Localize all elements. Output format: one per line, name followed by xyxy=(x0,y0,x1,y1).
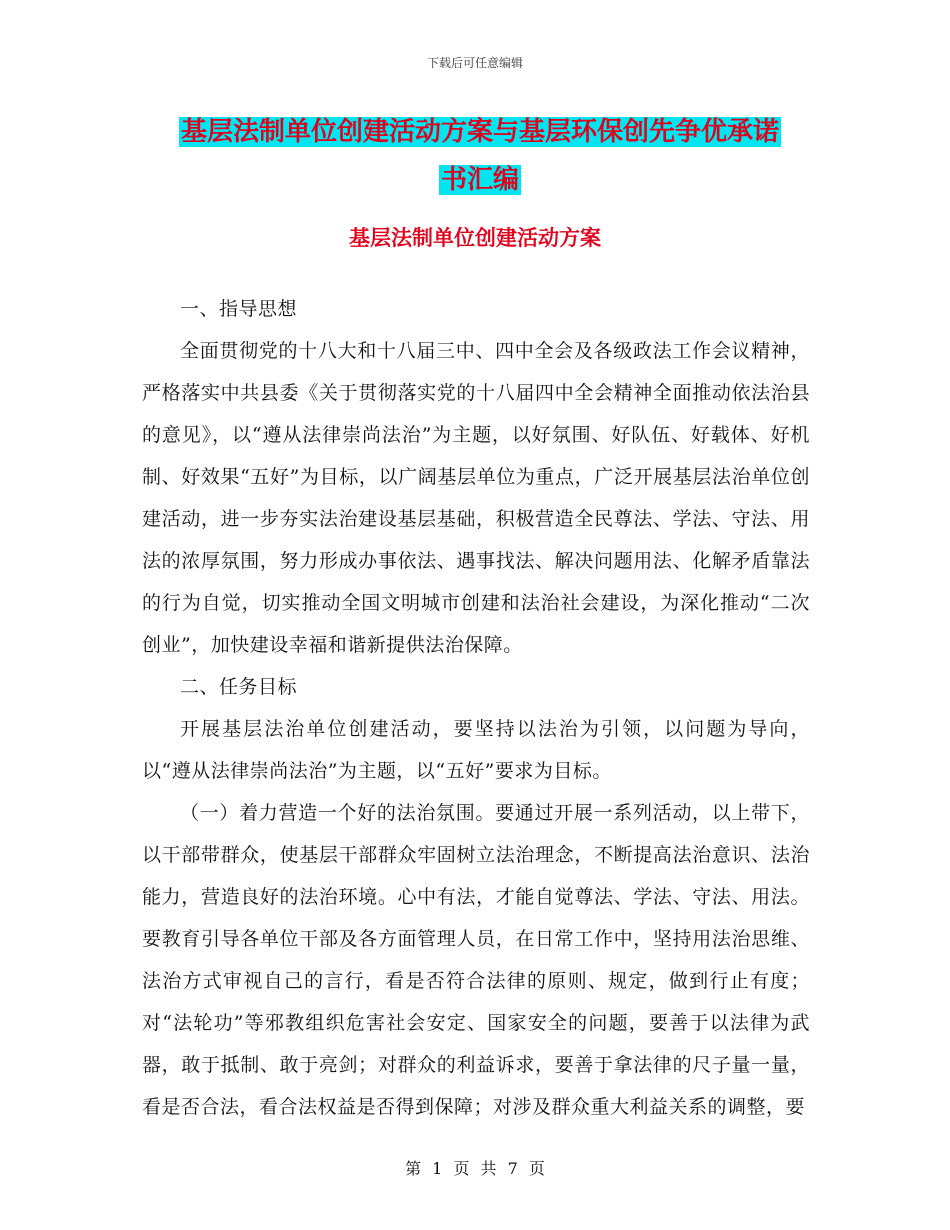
paragraph: 开展基层法治单位创建活动，要坚持以法治为引领，以问题为导向，以“遵从法律崇尚法治”为主题，以“五好”要求为目标。 xyxy=(142,718,810,782)
document-title-line1: 基层法制单位创建活动方案与基层环保创先争优承诺 xyxy=(180,117,779,147)
paragraph: （一）着力营造一个好的法治氛围。要通过开展一系列活动，以上带下，以干部带群众，使基层干部群众牢固树立法治理念，不断提高法治意识、法治能力，营造良好的法治环境。心中有法，才能自觉尊法、学法、守法、用法。要教育引导各单位干部及各方面管理人员，在日常工作中，坚持用法治思维、法治方式审视自己的言行，看是否符合法律的原则、规定，做到行止有度；对“法轮功”等邪教组织危害社会安定、国家安全的问题，要善于以法律为武器，敢于抵制、敢于亮剑；对群众的利益诉求，要善于拿法律的尺子量一量，看是否合法，看合法权益是否得到保障；对涉及群众重大利益关系的调整，要 xyxy=(142,802,810,1118)
document-body xyxy=(142,288,810,1128)
section-title: 基层法制单位创建活动方案 xyxy=(349,226,601,250)
document-title-line2: 书汇编 xyxy=(440,165,519,195)
page-number: 第 1 页 共 7 页 xyxy=(405,1159,545,1178)
heading-task-goals: 二、任务目标 xyxy=(180,676,298,698)
header-note: 下载后可任意编辑 xyxy=(426,56,523,70)
heading-guiding-thought: 一、指导思想 xyxy=(180,298,298,320)
document-title xyxy=(140,108,820,204)
paragraph: 全面贯彻党的十八大和十八届三中、四中全会及各级政法工作会议精神，严格落实中共县委《关于贯彻落实党的十八届四中全会精神全面推动依法治县的意见》，以“遵从法律崇尚法治”为主题，以好氛围、好队伍、好载体、好机制、好效果“五好”为目标，以广阔基层单位为重点，广泛开展基层法治单位创建活动，进一步夯实法治建设基层基础，积极营造全民尊法、学法、守法、用法的浓厚氛围，努力形成办事依法、遇事找法、解决问题用法、化解矛盾靠法的行为自觉，切实推动全国文明城市创建和法治社会建设，为深化推动“二次创业”，加快建设幸福和谐新提供法治保障。 xyxy=(142,340,810,656)
